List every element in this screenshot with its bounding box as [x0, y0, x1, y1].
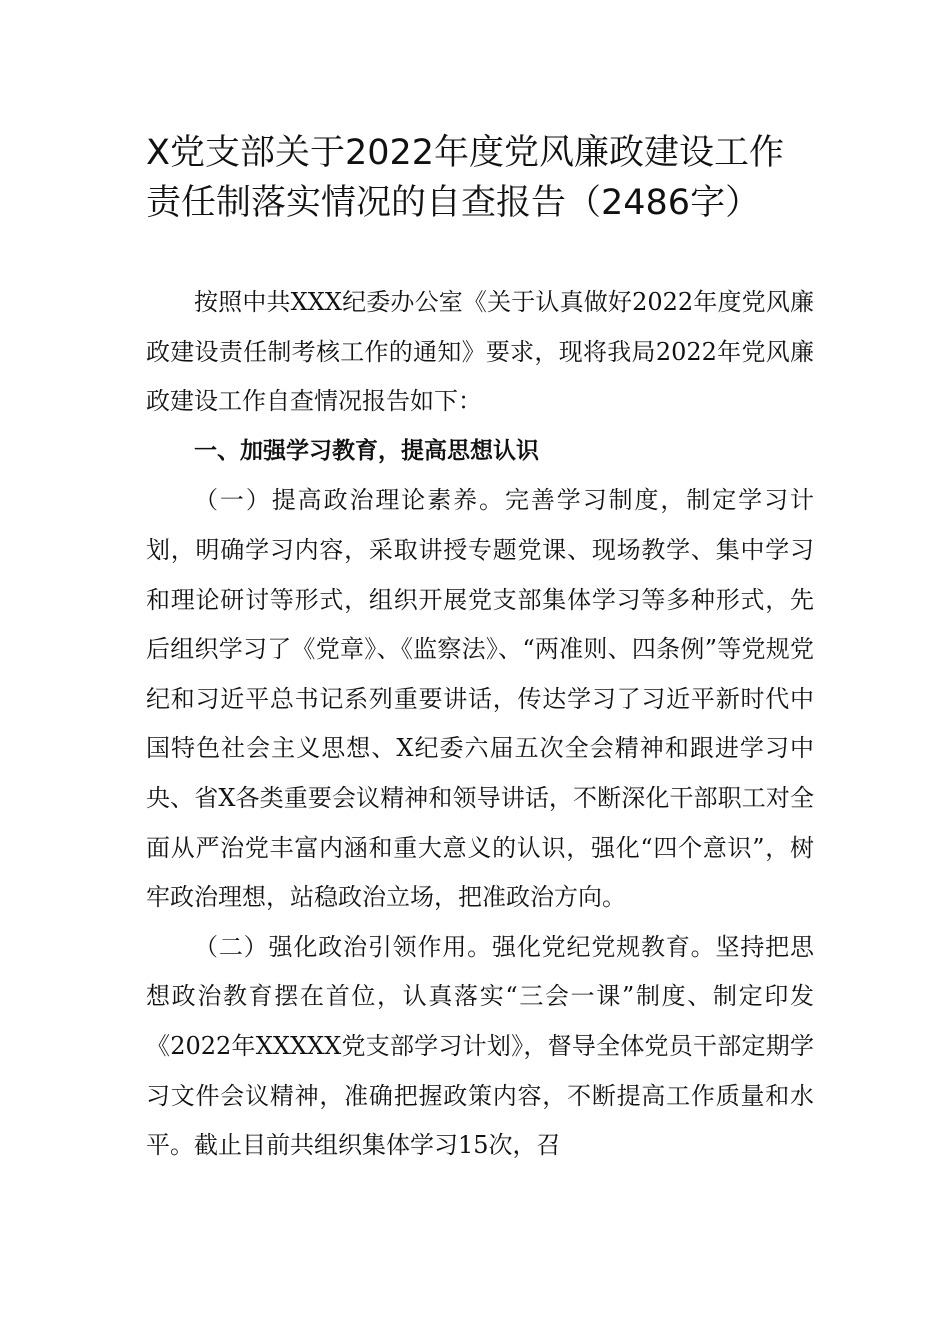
paragraph-2: （二）强化政治引领作用。强化党纪党规教育。坚持把思想政治教育摆在首位，认真落实“三会一课”制度、制定印发《2022年XXXXX党支部学习计划》，督导全体党员干部定期学习文件会议精神，准确把握政策内容，不断提高工作质量和水平。截止目前共组织集体学习15次，召 [146, 932, 814, 1160]
title-line-2: 责任制落实情况的自查报告（2486字） [146, 183, 761, 223]
document-title [146, 128, 826, 228]
title-line-1: X党支部关于2022年度党风廉政建设工作 [146, 133, 785, 173]
paragraph-1: （一）提高政治理论素养。完善学习制度，制定学习计划，明确学习内容，采取讲授专题党课、现场教学、集中学习和理论研讨等形式，组织开展党支部集体学习等多种形式，先后组织学习了《党章》、《监察法》、“两准则、四条例”等党规党纪和习近平总书记系列重要讲话，传达学习了习近平新时代中国特色社会主义思想、X纪委六届五次全会精神和跟进学习中央、省X各类重要会议精神和领导讲话，不断深化干部职工对全面从严治党丰富内涵和重大意义的认识，强化“四个意识”，树牢政治理想，站稳政治立场，把准政治方向。 [146, 486, 814, 912]
intro-paragraph: 按照中共XXX纪委办公室《关于认真做好2022年度党风廉政建设责任制考核工作的通知》要求，现将我局2022年党风廉政建设工作自查情况报告如下： [146, 288, 814, 416]
section-heading-1: 一、加强学习教育，提高思想认识 [194, 437, 539, 464]
document-body [146, 278, 814, 1171]
